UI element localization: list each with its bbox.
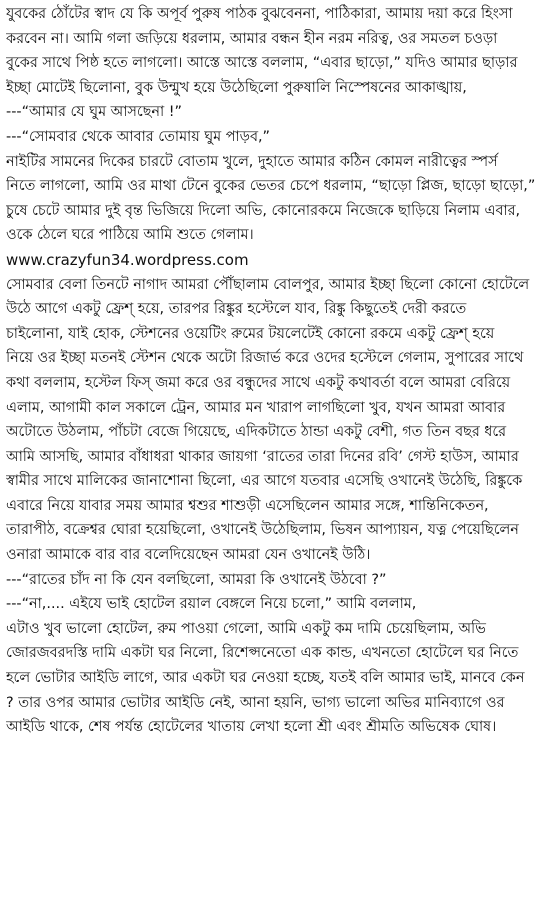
- text-line: এলাম, আগামী কাল সকালে ট্রেন, আমার মন খারাপ লাগছিলো খুব, যখন আমরা আবার: [6, 399, 506, 416]
- text-line: নিতে লাগলো, আমি ওর মাথা টেনে বুকের ভেতর চেপে ধরলাম, “ছাড়ো প্লিজ, ছাড়ো ছাড়ো,”: [6, 178, 536, 195]
- text-line: কথা বললাম, হস্টেল ফিস্ জমা করে ওর বন্ধুদের সাথে একটু কথাবর্তা বলে আমরা বেরিয়ে: [6, 374, 511, 391]
- text-line: নাইটির সামনের দিকের চারটে বোতাম খুলে, দুহাতে আমার কঠিন কোমল নারীত্বের স্পর্স: [6, 153, 498, 170]
- text-line: আমি আসছি, আমার বাঁধাধরা থাকার জায়গা ‘রাতের তারা দিনের রবি’ গেস্ট হাউস, আমার: [6, 448, 519, 465]
- text-line: সোমবার বেলা তিনটে নাগাদ আমরা পৌঁছালাম বোলপুর, আমার ইচ্ছা ছিলো কোনো হোটেলে: [6, 276, 530, 293]
- dialogue-line: ---“আমার যে ঘুম আসছেনা !”: [6, 104, 182, 121]
- text-line: বুকের সাথে পিষ্ঠ হতে লাগলো। আস্তে আস্তে বললাম, “এবার ছাড়ো,” যদিও আমার ছাড়ার: [6, 55, 518, 72]
- text-line: ইচ্ছা মোটেই ছিলোনা, বুক উন্মুখ হয়ে উঠেছিলো পুরুষালি নিস্পেষনের আকাঙ্খায়,: [6, 79, 467, 96]
- text-line: জোরজবরদস্তি দামি একটা ঘর নিলো, রিশেপ্সনেতো এক কান্ড, এখনতো হোটেলে ঘর নিতে: [6, 645, 519, 662]
- text-line: নিয়ে ওর ইচ্ছা মতনই স্টেশন থেকে অটো রিজার্ভ করে ওদের হস্টেলে গেলাম, সুপারের সাথে: [6, 350, 524, 367]
- text-line: যুবকের ঠোঁটের স্বাদ যে কি অপূর্ব পুরুষ পাঠক বুঝবেননা, পাঠিকারা, আমায় দয়া করে হিংসা: [6, 6, 513, 22]
- dialogue-line: ---“রাতের চাঁদ না কি যেন বলছিলো, আমরা কি ওখানেই উঠবো ?”: [6, 571, 387, 588]
- text-line: উঠে আগে একটু ফ্রেশ্ হয়ে, তারপর রিঙ্কুর হস্টেলে যাব, রিঙ্কু কিছুতেই দেরী করতে: [6, 301, 467, 318]
- text-line: অটোতে উঠলাম, পাঁচটা বেজে গিয়েছে, এদিকটাতে ঠান্ডা একটু বেশী, গত তিন বছর ধরে: [6, 424, 507, 441]
- text-line: আইডি থাকে, শেষ পর্যন্ত হোটেলের খাতায় লেখা হলো শ্রী এবং শ্রীমতি অভিষেক ঘোষ।: [6, 719, 497, 736]
- dialogue-line: ---“সোমবার থেকে আবার তোমায় ঘুম পাড়ব,”: [6, 128, 270, 145]
- text-line: চাইলোনা, যাই হোক, স্টেশনের ওয়েটিং রুমের টয়লেটেই কোনো রকমে একটু ফ্রেশ্ হয়ে: [6, 325, 495, 342]
- text-line: হলে ভোটার আইডি লাগে, আর একটা ঘর নেওয়া হচ্ছে, যতই বলি আমার ভাই, মানবে কেন: [6, 670, 525, 687]
- website-url: www.crazyfun34.wordpress.com: [6, 250, 249, 269]
- text-line: এটাও খুব ভালো হোটেল, রুম পাওয়া গেলো, আমি একটু কম দামি চেয়েছিলাম, অভি: [6, 620, 486, 637]
- text-line: স্বামীর সাথে মালিকের জানাশোনা ছিলো, এর আগে যতবার এসেছি ওখানেই উঠেছি, রিঙ্কুকে: [6, 473, 523, 490]
- text-line: ওনারা আমাকে বার বার বলেদিয়েছেন আমরা যেন ওখানেই উঠি।: [6, 547, 371, 564]
- text-line: এবারে নিয়ে যাবার সময় আমার শ্বশুর শাশুড়ী এসেছিলেন আমার সঙ্গে, শান্তিনিকেতন,: [6, 497, 489, 514]
- text-line: তারাপীঠ, বক্রেশ্বর ঘোরা হয়েছিলো, ওখানেই উঠেছিলাম, ভিষন আপ্যায়ন, যত্ন পেয়েছিলেন: [6, 522, 519, 539]
- dialogue-line: ---“না,.... এইযে ভাই হোটেল রয়াল বেঙ্গলে নিয়ে চলো,” আমি বললাম,: [6, 596, 417, 613]
- text-line: ? তার ওপর আমার ভোটার আইডি নেই, আনা হয়নি, ভাগ্য ভালো অভির মানিব্যাগে ওর: [6, 694, 505, 711]
- text-line: ওকে ঠেলে ঘরে পাঠিয়ে আমি শুতে গেলাম।: [6, 227, 254, 244]
- text-line: চুষে চেটে আমার দুই বৃন্ত ভিজিয়ে দিলো অভি, কোনোরকমে নিজেকে ছাড়িয়ে নিলাম এবার,: [6, 202, 521, 219]
- text-line: করবেন না। আমি গলা জড়িয়ে ধরলাম, আমার বন্ধন হীন নরম নরিত্ব, ওর সমতল চওড়া: [6, 30, 498, 47]
